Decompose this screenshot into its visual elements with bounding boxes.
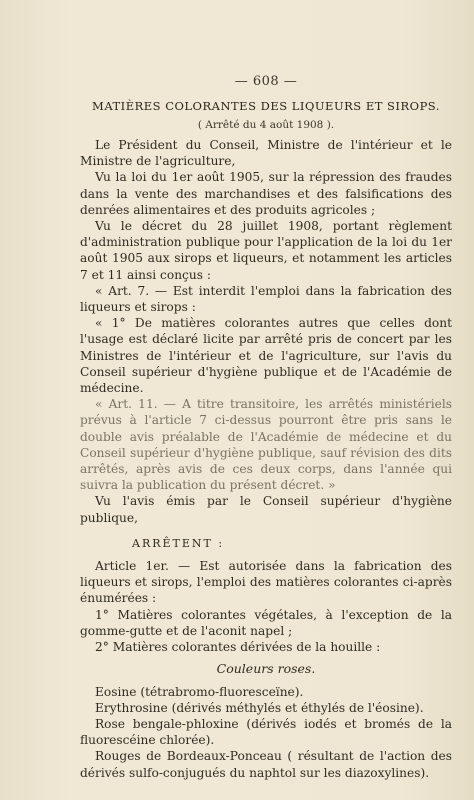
document-body	[80, 137, 452, 781]
article-1: Article 1er. — Est autorisée dans la fabrication des liqueurs et sirops, l'emploi des matières colorantes ci-après énumérées :	[80, 559, 452, 606]
page-number: — 608 —	[234, 74, 298, 89]
preamble-paragraph: Le Président du Conseil, Ministre de l'intérieur et le Ministre de l'agriculture,	[80, 138, 452, 169]
article-1-item: 1° Matières colorantes végétales, à l'exception de la gomme-gutte et de l'aconit napel ;	[80, 607, 452, 638]
list-item: Eosine (tétrabromo-fluoresceïne).	[95, 684, 304, 699]
list-item: Rose bengale-phloxine (dérivés iodés et bromés de la fluorescéine chlorée).	[80, 716, 452, 748]
color-list	[80, 684, 452, 781]
preamble-paragraph: Vu l'avis émis par le Conseil supérieur d'hygiène publique,	[80, 494, 452, 525]
section-heading: Couleurs roses.	[216, 661, 316, 677]
preamble-paragraph: Vu la loi du 1er août 1905, sur la répression des fraudes dans la vente des marchandises et des falsifications des denrées alimentaires et des produits agricoles ;	[80, 170, 452, 217]
list-item: Rouges de Bordeaux-Ponceau ( résultant de l'action des dérivés sulfo-conjugués du naphtol sur les diazoxylines).	[80, 749, 452, 780]
article-1-item: 2° Matières colorantes dérivées de la houille :	[95, 640, 381, 655]
decree-date: ( Arrêté du 4 août 1908 ).	[197, 119, 335, 131]
article-7-quote: « Art. 7. — Est interdit l'emploi dans la fabrication des liqueurs et sirops :	[80, 283, 452, 315]
article-7-item-quote: « 1° De matières colorantes autres que celles dont l'usage est déclaré licite par arrêté pris de concert par les Ministres de l'intérieur et de l'agriculture, sur l'avis du Conseil supérieur d'hygiène publique et de l'Académie de médecine.	[80, 316, 452, 396]
article-11-quote: « Art. 11. — A titre transitoire, les arrêtés ministériels prévus à l'article 7 ci-dessus pourront être pris sans le double avis préalable de l'Académie de médecine et du Conseil supérieur d'hygiène publique, sauf révision des dits arrêtés, après avis de ces deux corps, dans l'année qui suivra la publication du présent décret. »	[80, 397, 452, 493]
list-item: Erythrosine (dérivés méthylés et éthylés de l'éosine).	[95, 700, 424, 715]
document-title: MATIÈRES COLORANTES DES LIQUEURS ET SIROPS.	[92, 99, 440, 113]
arretent-label: ARRÊTENT :	[132, 536, 225, 550]
preamble-paragraph: Vu le décret du 28 juillet 1908, portant règlement d'administration publique pour l'application de la loi du 1er août 1905 aux sirops et liqueurs, et notamment les articles 7 et 11 ainsi conçus :	[80, 219, 452, 282]
